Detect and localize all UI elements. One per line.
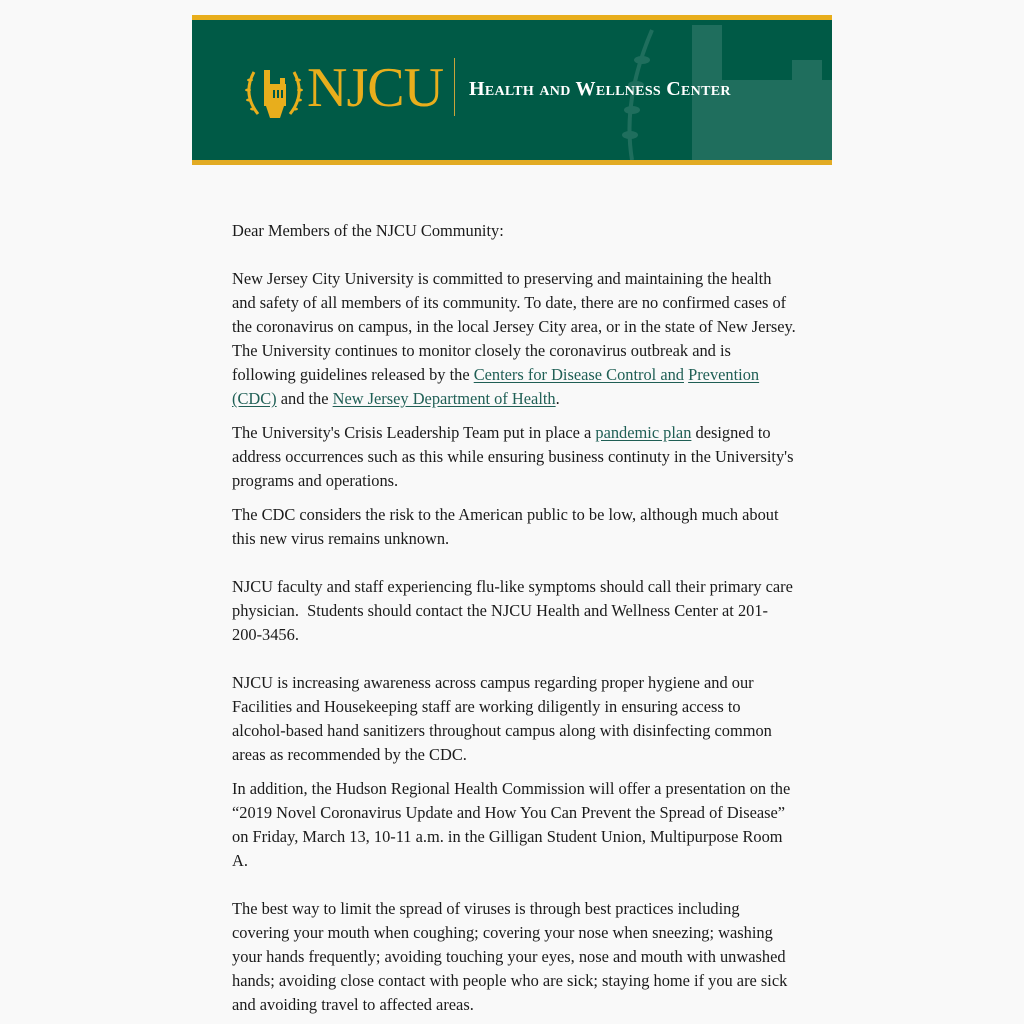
pandemic-plan-link[interactable]: pandemic plan <box>595 423 692 442</box>
paragraph-text: . <box>555 389 560 408</box>
letter-body <box>232 219 798 1017</box>
nj-department-of-health-link[interactable]: New Jersey Department of Health <box>332 389 556 408</box>
paragraph-pandemic-plan <box>232 421 798 493</box>
paragraph-text: designed to address occurrences such as this while ensuring business continuty in the University's programs and operations. <box>232 423 794 490</box>
paragraph-text: The University's Crisis Leadership Team put in place a <box>232 423 596 442</box>
paragraph-text: and the <box>276 389 333 408</box>
header-divider <box>454 58 455 116</box>
paragraph-symptoms-contact: NJCU faculty and staff experiencing flu-like symptoms should call their primary care physician. Students should contact the NJCU Health and Wellness Center at 201-200-3456. <box>232 577 793 644</box>
paragraph-best-practices: The best way to limit the spread of viruses is through best practices including covering your mouth when coughing; covering your nose when sneezing; washing your hands frequently; avoiding touching your eyes, nose and mouth with unwashed hands; avoiding close contact with people who are sick; staying home if you are sick and avoiding travel to affected areas. <box>232 899 788 1014</box>
njcu-wordmark: NJCU <box>307 57 444 119</box>
paragraph-cdc-risk: The CDC considers the risk to the American public to be low, although much about this new virus remains unknown. <box>232 505 779 548</box>
center-name-title: Health and Wellness Center <box>469 78 731 100</box>
paragraph-commitment <box>232 267 798 411</box>
cdc-link-part-1[interactable]: Centers for Disease Control and <box>473 365 684 384</box>
header-banner <box>192 15 832 165</box>
paragraph-hygiene-awareness: NJCU is increasing awareness across campus regarding proper hygiene and our Facilities and Housekeeping staff are working diligently in ensuring access to alcohol-based hand sanitizers throughout campus along with disinfecting common areas as recommended by the CDC. <box>232 673 772 764</box>
salutation: Dear Members of the NJCU Community: <box>232 221 504 240</box>
njcu-emblem-icon <box>244 64 304 124</box>
paragraph-presentation: In addition, the Hudson Regional Health Commission will offer a presentation on the “2019 Novel Coronavirus Update and How You Can Prevent the Spread of Disease” on Friday, March 13, 10-11 a.m. in the Gilligan Student Union, Multipurpose Room A. <box>232 779 791 870</box>
paragraph-text: New Jersey City University is committed to preserving and maintaining the health and safety of all members of its community. To date, there are no confirmed cases of the coronavirus on campus, in the local Jersey City area, or in the state of New Jersey. The University continues to monitor closely the coronavirus outbreak and is following guidelines released by the <box>232 269 796 384</box>
cdc-link-part-2[interactable]: Prevention (CDC) <box>232 365 760 408</box>
